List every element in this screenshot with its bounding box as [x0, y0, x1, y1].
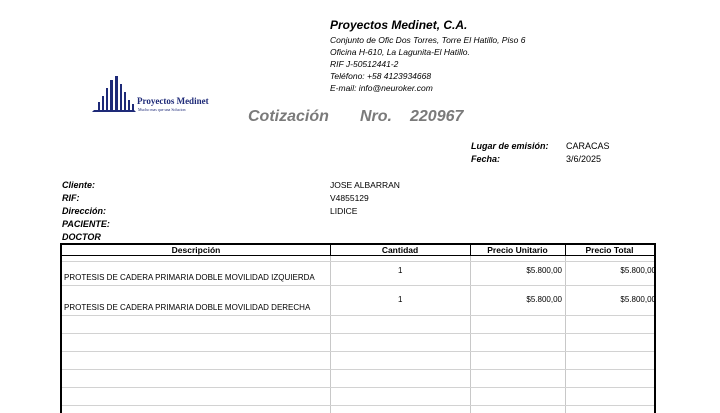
logo-name: Proyectos Medinet: [137, 96, 209, 106]
rif-value: V4855129: [330, 193, 369, 203]
header-quantity: Cantidad: [330, 245, 470, 256]
column-divider: [470, 256, 471, 413]
column-divider: [470, 245, 471, 256]
row-total-price: $5.800,00: [620, 266, 656, 275]
row-description: PROTESIS DE CADERA PRIMARIA DOBLE MOVILIDAD DERECHA: [64, 303, 311, 312]
row-divider: [62, 351, 654, 352]
row-divider: [62, 369, 654, 370]
row-divider: [62, 405, 654, 406]
row-divider: [62, 261, 654, 262]
patient-label: PACIENTE:: [62, 219, 110, 229]
header-description: Descripción: [62, 245, 330, 256]
company-address-line: Oficina H-610, La Lagunita-El Hatillo.: [330, 47, 470, 57]
row-unit-price: $5.800,00: [526, 266, 562, 275]
column-divider: [565, 245, 566, 256]
quote-title: Cotización: [248, 108, 329, 125]
company-email: E-mail: info@neuroker.com: [330, 83, 433, 93]
company-name: Proyectos Medinet, C.A.: [330, 18, 468, 32]
emission-date-label: Fecha:: [471, 154, 501, 164]
row-divider: [62, 387, 654, 388]
row-description: PROTESIS DE CADERA PRIMARIA DOBLE MOVILIDAD IZQUIERDA: [64, 273, 315, 282]
row-divider: [62, 285, 654, 286]
emission-place-label: Lugar de emisión:: [471, 141, 549, 151]
column-divider: [330, 245, 331, 256]
row-divider: [62, 315, 654, 316]
row-unit-price: $5.800,00: [526, 295, 562, 304]
column-divider: [565, 256, 566, 413]
address-label: Dirección:: [62, 206, 107, 216]
rif-label: RIF:: [62, 193, 80, 203]
quote-number: 220967: [410, 108, 464, 125]
doctor-label: DOCTOR: [62, 232, 101, 242]
column-divider: [330, 256, 331, 413]
client-value: JOSE ALBARRAN: [330, 180, 400, 190]
quote-nro-label: Nro.: [360, 108, 392, 125]
header-unit-price: Precio Unitario: [470, 245, 565, 256]
header-total-price: Precio Total: [565, 245, 654, 256]
emission-place: CARACAS: [566, 141, 610, 151]
company-address-line: Conjunto de Ofic Dos Torres, Torre El Hatillo, Piso 6: [330, 35, 526, 45]
logo-tagline: Mucho mas que una Solucion: [138, 107, 186, 112]
row-divider: [62, 333, 654, 334]
company-rif: RIF J-50512441-2: [330, 59, 399, 69]
address-value: LIDICE: [330, 206, 358, 216]
client-label: Cliente:: [62, 180, 96, 190]
emission-date: 3/6/2025: [566, 154, 602, 164]
row-total-price: $5.800,00: [620, 295, 656, 304]
company-phone: Teléfono: +58 4123934668: [330, 71, 432, 81]
row-quantity: 1: [398, 295, 403, 304]
row-quantity: 1: [398, 266, 403, 275]
items-table: [60, 243, 656, 413]
